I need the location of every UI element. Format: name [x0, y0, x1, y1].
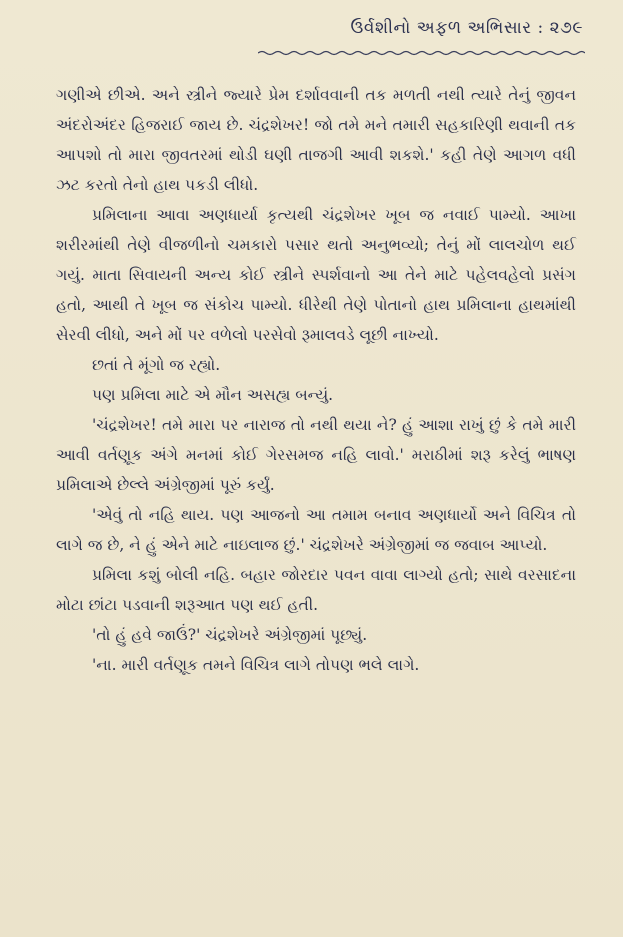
paragraph-3: છતાં તે મૂંગો જ રહ્યો. [92, 356, 221, 374]
paragraph-5: 'ચંદ્રશેખર! તમે મારા પર નારાજ તો નથી થયા ને? હું આશા રાખું છું કે તમે મારી આવી વર્તણૂક અંગે મનમાં કોઈ ગેરસમજ નહિ લાવો.' મરાઠીમાં શરૂ કરેલું ભાષણ પ્રમિલાએ છેલ્લે અંગ્રેજીમાં પૂરું કર્યું. [56, 416, 576, 494]
paragraph-1: ગણીએ છીએ. અને સ્ત્રીને જ્યારે પ્રેમ દર્શાવવાની તક મળતી નથી ત્યારે તેનું જીવન અંદરોઅંદર હિજરાઈ જાય છે. ચંદ્રશેખર! જો તમે મને તમારી સહકારિણી થવાની તક આપશો તો મારા જીવતરમાં થોડી ઘણી તાજગી આવી શકશે.' કહી તેણે આગળ વધી ઝટ કરતો તેનો હાથ પકડી લીધો. [56, 86, 576, 194]
paragraph-6: 'એવું તો નહિ થાય. પણ આજનો આ તમામ બનાવ અણધાર્યો અને વિચિત્ર તો લાગે જ છે, ને હું એને માટે નાઇલાજ છું.' ચંદ્રશેખરે અંગ્રેજીમાં જ જવાબ આપ્યો. [56, 506, 576, 554]
running-head: ઉર્વશીનો અફળ અભિસાર : ૨૭૯ [350, 18, 583, 38]
page-body [56, 80, 576, 680]
paragraph-2: પ્રમિલાના આવા અણધાર્યા કૃત્યથી ચંદ્રશેખર ખૂબ જ નવાઈ પામ્યો. આખા શરીરમાંથી તેણે વીજળીનો ચમકારો પસાર થતો અનુભવ્યો; તેનું મોં લાલચોળ થઈ ગયું. માતા સિવાયની અન્ય કોઈ સ્ત્રીને સ્પર્શવાનો આ તેને માટે પહેલવહેલો પ્રસંગ હતો, આથી તે ખૂબ જ સંકોચ પામ્યો. ધીરેથી તેણે પોતાનો હાથ પ્રમિલાના હાથમાંથી સેરવી લીધો, અને મોં પર વળેલો પરસેવો રૂમાલવડે લૂછી નાખ્યો. [56, 206, 576, 344]
paragraph-9: 'ના. મારી વર્તણૂક તમને વિચિત્ર લાગે તોપણ ભલે લાગે. [92, 656, 420, 674]
paragraph-4: પણ પ્રમિલા માટે એ મૌન અસહ્ય બન્યું. [92, 386, 334, 404]
paragraph-8: 'તો હું હવે જાઉં?' ચંદ્રશેખરે અંગ્રેજીમાં પૂછ્યું. [92, 626, 368, 644]
paragraph-7: પ્રમિલા કશું બોલી નહિ. બહાર જોરદાર પવન વાવા લાગ્યો હતો; સાથે વરસાદના મોટા છાંટા પડવાની શરૂઆત પણ થઈ હતી. [56, 566, 576, 614]
header-ornamental-rule [258, 50, 585, 56]
